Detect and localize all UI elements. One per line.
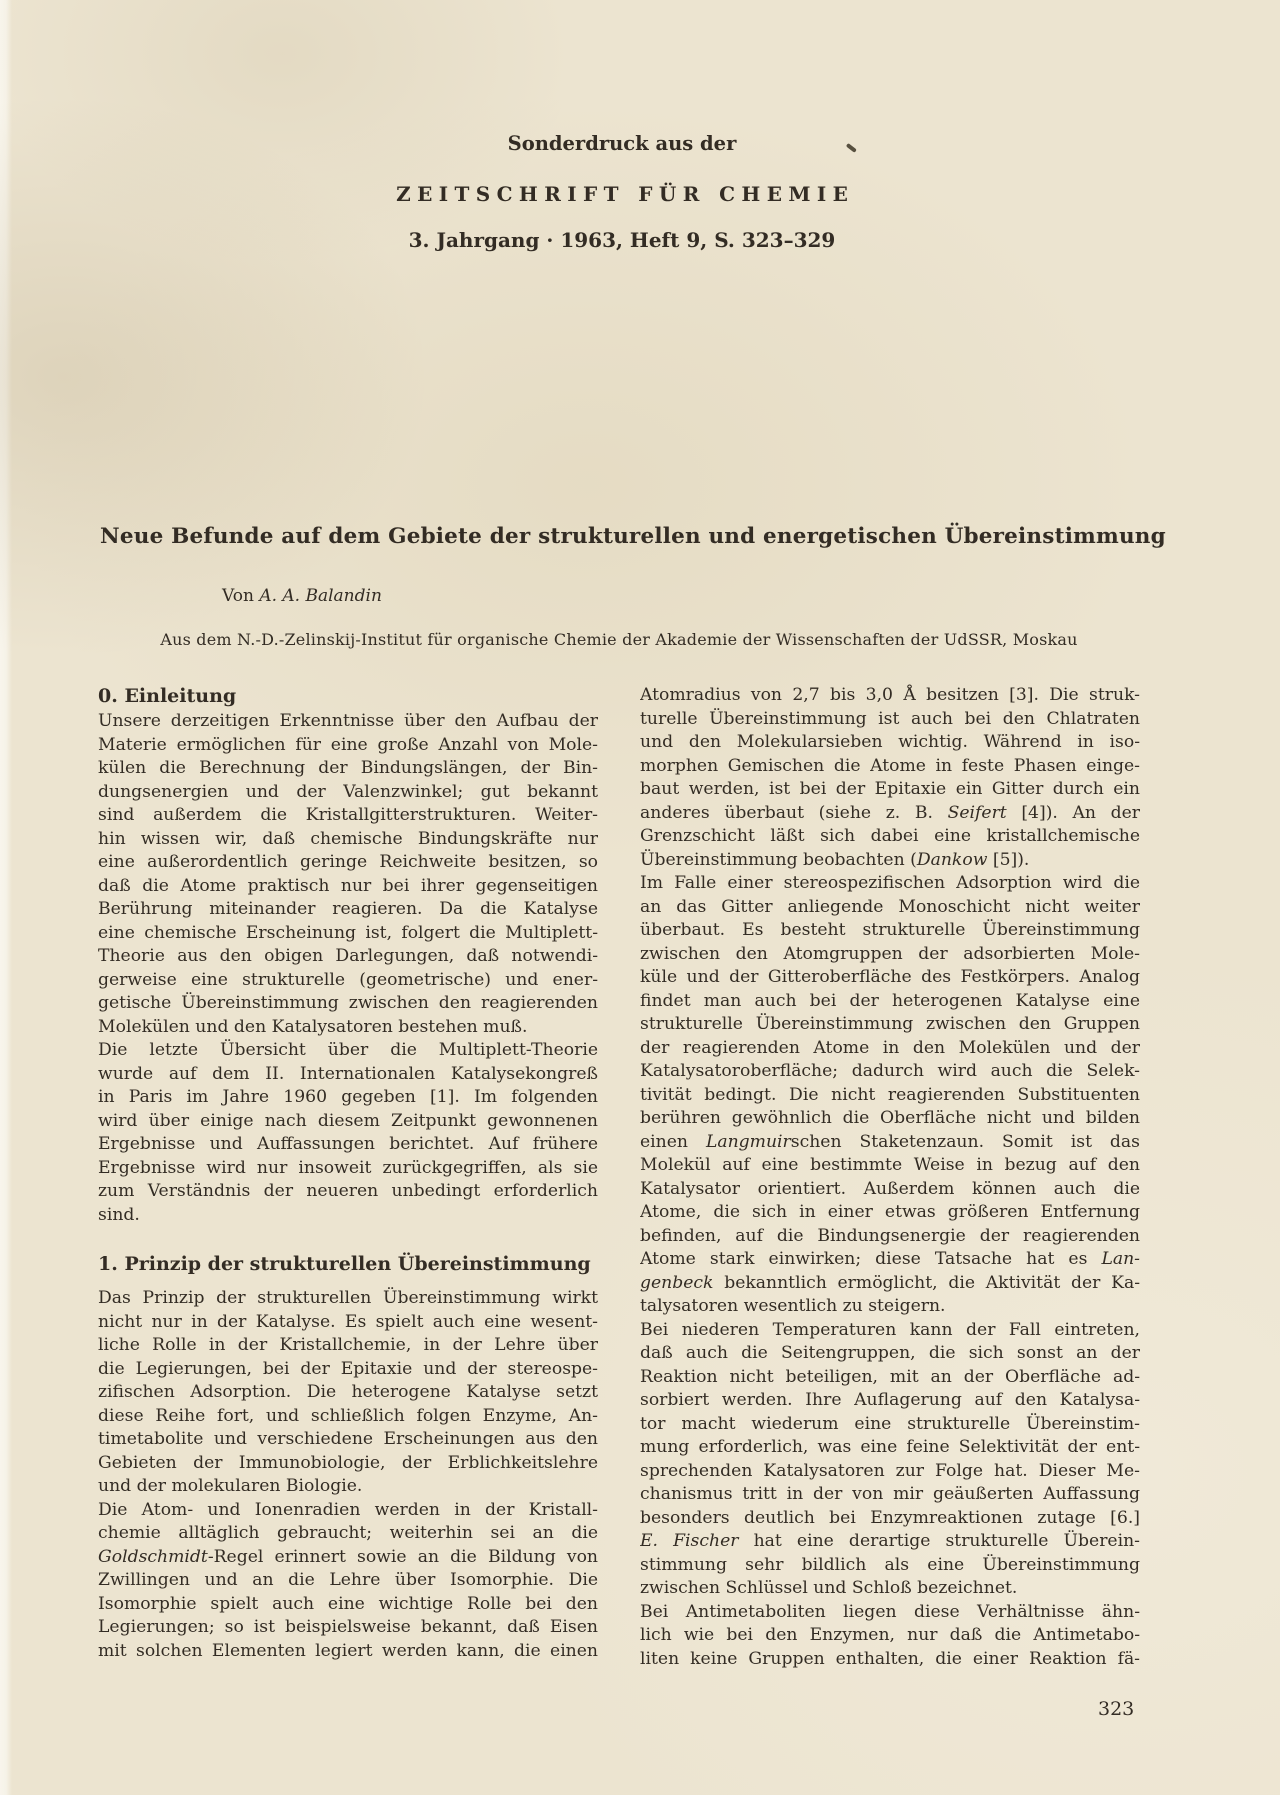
text-segment: nicht nur in der Katalyse. Es spielt auch eine wesent- — [98, 1311, 598, 1332]
text-segment: -Regel erinnert sowie an die Bildung von — [207, 1546, 598, 1567]
text-line — [640, 1154, 1140, 1178]
text-line — [640, 755, 1140, 779]
text-line — [98, 1358, 598, 1382]
left-column — [98, 684, 598, 1671]
text-segment: Bei niederen Temperaturen kann der Fall eintreten, — [640, 1319, 1140, 1340]
text-line — [640, 1013, 1140, 1037]
text-line — [640, 990, 1140, 1014]
text-segment: Bei Antimetaboliten liegen diese Verhältnisse ähn- — [640, 1601, 1140, 1622]
text-line — [640, 919, 1140, 943]
text-segment: baut werden, ist bei der Epitaxie ein Gitter durch ein — [640, 779, 1140, 799]
text-line — [98, 898, 598, 922]
text-segment: talysatoren wesentlich zu steigern. — [640, 1296, 946, 1316]
text-line — [98, 781, 598, 805]
text-line — [640, 1225, 1140, 1249]
text-line — [98, 1063, 598, 1087]
text-segment: Molekül auf eine bestimmte Weise in bezug auf den — [640, 1155, 1140, 1175]
text-segment: liten keine Gruppen enthalten, die einer Reaktion fä- — [640, 1648, 1140, 1669]
text-line — [640, 1060, 1140, 1084]
italic-term: Seifert — [947, 802, 1007, 823]
text-segment: Legierungen; so ist beispielsweise bekannt, daß Eisen — [98, 1617, 598, 1637]
text-segment: küle und der Gitteroberfläche des Festkörpers. Analog — [640, 967, 1140, 987]
italic-term: Goldschmidt — [98, 1546, 208, 1567]
section-heading: 1. Prinzip der strukturellen Übereinstimmung — [98, 1253, 591, 1275]
text-segment: tor macht wiederum eine strukturelle Übereinstim- — [640, 1413, 1140, 1434]
page-number: 323 — [1098, 1698, 1135, 1720]
text-segment: mung erforderlich, was eine feine Selektivität der ent- — [640, 1437, 1140, 1457]
text-segment: chemie alltäglich gebraucht; weiterhin sei an die — [98, 1523, 598, 1543]
text-line — [640, 1436, 1140, 1460]
text-line — [640, 1272, 1140, 1296]
text-line — [98, 1428, 598, 1452]
text-segment: Isomorphie spielt auch eine wichtige Rolle bei den — [98, 1593, 598, 1614]
text-line — [98, 1569, 598, 1593]
text-segment: wurde auf dem II. Internationalen Katalysekongreß — [98, 1063, 598, 1084]
text-line — [98, 1287, 598, 1311]
text-segment: die Legierungen, bei der Epitaxie und der stereospe- — [98, 1358, 598, 1379]
text-segment: [5]). — [987, 849, 1030, 870]
text-segment: Atomradius von 2,7 bis 3,0 Å besitzen [3]. Die struk- — [640, 685, 1140, 705]
text-segment: turelle Übereinstimmung ist auch bei den Chlatraten — [640, 708, 1140, 729]
text-segment: timetabolite und verschiedene Erscheinungen aus den — [98, 1429, 598, 1449]
text-segment: Theorie aus den obigen Darlegungen, daß notwendi- — [98, 946, 598, 966]
article-title: Neue Befunde auf dem Gebiete der strukturellen und energetischen Übereinstimmung — [100, 524, 1166, 549]
text-line — [640, 872, 1140, 896]
right-column — [640, 684, 1140, 1671]
text-segment: Ergebnisse und Auffassungen berichtet. Auf frühere — [98, 1134, 598, 1154]
text-line — [640, 1201, 1140, 1225]
text-line — [640, 1483, 1140, 1507]
text-line — [640, 1554, 1140, 1578]
text-line — [98, 1334, 598, 1358]
text-line — [98, 1157, 598, 1181]
text-segment: sind. — [98, 1204, 140, 1225]
text-line — [640, 1413, 1140, 1437]
text-segment: [4]). An der — [1006, 802, 1140, 823]
text-line — [98, 1616, 598, 1640]
text-line — [640, 1342, 1140, 1366]
text-line — [640, 896, 1140, 920]
text-segment: besonders deutlich bei Enzymreaktionen zutage [6.] — [640, 1507, 1140, 1528]
text-segment: und den Molekularsieben wichtig. Während in iso- — [640, 732, 1140, 752]
text-segment: morphen Gemischen die Atome in feste Phasen einge- — [640, 755, 1140, 776]
text-line — [640, 1248, 1140, 1272]
text-segment: Molekülen und den Katalysatoren bestehen muß. — [98, 1016, 528, 1037]
text-line — [640, 1084, 1140, 1108]
text-segment: Atome, die sich in einer etwas größeren Entfernung — [640, 1202, 1140, 1222]
text-line — [640, 1530, 1140, 1554]
text-segment: Gebieten der Immunobiologie, der Erblichkeitslehre — [98, 1452, 598, 1473]
section-heading: 0. Einleitung — [98, 685, 237, 707]
text-line — [640, 1107, 1140, 1131]
text-segment: sprechenden Katalysatoren zur Folge hat. Dieser Me- — [640, 1460, 1140, 1481]
author-name: A. A. Balandin — [259, 586, 382, 606]
text-segment: der reagierenden Atome in den Molekülen und der — [640, 1037, 1140, 1058]
text-segment: mit solchen Elementen legiert werden kann, die einen — [98, 1640, 598, 1661]
text-line — [640, 1389, 1140, 1413]
text-segment: külen die Berechnung der Bindungslängen, der Bin- — [98, 758, 598, 778]
text-segment: hin wissen wir, daß chemische Bindungskräfte nur — [98, 828, 598, 849]
text-segment: wird über einige nach diesem Zeitpunkt gewonnenen — [98, 1110, 598, 1131]
text-segment: sind außerdem die Kristallgitterstrukturen. Weiter- — [98, 805, 598, 825]
text-segment: Die Atom- und Ionenradien werden in der Kristall- — [98, 1499, 598, 1520]
masthead-issue-line: 3. Jahrgang · 1963, Heft 9, S. 323–329 — [408, 228, 836, 252]
text-segment: gerweise eine strukturelle (geometrische) und ener- — [98, 969, 598, 990]
text-segment: berühren gewöhnlich die Oberfläche nicht und bilden — [640, 1108, 1140, 1128]
text-line — [98, 828, 598, 852]
text-segment: Materie ermöglichen für eine große Anzahl von Mole- — [98, 734, 598, 755]
text-line — [640, 825, 1140, 849]
text-segment: zwischen Schlüssel und Schloß bezeichnet. — [640, 1578, 1018, 1598]
text-segment: getische Übereinstimmung zwischen den reagierenden — [98, 993, 598, 1013]
text-line — [640, 1295, 1140, 1319]
text-line — [98, 992, 598, 1016]
text-segment: Zwillingen und an die Lehre über Isomorphie. Die — [98, 1570, 598, 1590]
text-line — [640, 802, 1140, 826]
text-line — [640, 778, 1140, 802]
text-segment: Grenzschicht läßt sich dabei eine kristallchemische — [640, 826, 1140, 846]
text-segment: in Paris im Jahre 1960 gegeben [1]. Im folgenden — [98, 1087, 598, 1107]
text-segment: Atome stark einwirken; diese Tatsache hat es — [640, 1249, 1102, 1269]
text-segment: chanismus tritt in der von mir geäußerten Auffassung — [640, 1484, 1140, 1504]
text-segment: Im Falle einer stereospezifischen Adsorption wird die — [640, 873, 1140, 893]
text-line — [98, 710, 598, 734]
text-line — [640, 1577, 1140, 1601]
text-line — [640, 684, 1140, 708]
text-segment: dungsenergien und der Valenzwinkel; gut bekannt — [98, 781, 598, 802]
text-line — [98, 1180, 598, 1204]
masthead-journal-name: ZEITSCHRIFT FÜR CHEMIE — [396, 182, 855, 206]
text-segment: an das Gitter anliegende Monoschicht nicht weiter — [640, 896, 1140, 917]
text-line — [640, 1507, 1140, 1531]
text-line — [98, 1499, 598, 1523]
text-line — [98, 1546, 598, 1570]
text-line — [98, 757, 598, 781]
text-line — [98, 875, 598, 899]
text-segment: zwischen den Atomgruppen der adsorbierten Mole- — [640, 943, 1140, 964]
text-line — [640, 966, 1140, 990]
text-segment: daß auch die Seitengruppen, die sich sonst an der — [640, 1343, 1140, 1363]
text-segment: Die letzte Übersicht über die Multiplett-Theorie — [98, 1040, 598, 1060]
text-line — [98, 945, 598, 969]
text-line — [98, 804, 598, 828]
text-segment: Übereinstimmung beobachten ( — [640, 849, 917, 870]
text-segment: eine chemische Erscheinung ist, folgert die Multiplett- — [98, 922, 598, 943]
italic-term: genbeck — [640, 1272, 714, 1293]
italic-term: Dankow — [916, 849, 988, 870]
text-segment: stimmung sehr bildlich als eine Übereinstimmung — [640, 1554, 1140, 1575]
text-line — [640, 731, 1140, 755]
text-segment: Katalysatoroberfläche; dadurch wird auch die Selek- — [640, 1061, 1140, 1081]
italic-term: Langmuir — [705, 1131, 791, 1152]
text-line — [98, 969, 598, 993]
text-line — [640, 1624, 1140, 1648]
text-segment: sorbiert werden. Ihre Auflagerung auf den Katalysa- — [640, 1390, 1140, 1410]
text-line — [640, 849, 1140, 873]
text-segment: eine außerordentlich geringe Reichweite besitzen, so — [98, 852, 598, 872]
text-segment: Reaktion nicht beteiligen, mit an der Oberfläche ad- — [640, 1366, 1140, 1387]
text-line — [640, 1131, 1140, 1155]
text-segment: diese Reihe fort, und schließlich folgen Enzyme, An- — [98, 1405, 598, 1426]
text-line — [98, 851, 598, 875]
text-segment: liche Rolle in der Kristallchemie, in der Lehre über — [98, 1335, 598, 1355]
text-line — [98, 1405, 598, 1429]
masthead-reprint-line: Sonderdruck aus der — [507, 132, 737, 155]
text-line — [98, 1311, 598, 1335]
text-segment: einen — [640, 1131, 706, 1152]
text-line — [640, 708, 1140, 732]
text-segment: strukturelle Übereinstimmung zwischen den Gruppen — [640, 1014, 1140, 1034]
italic-term: E. Fischer — [640, 1531, 739, 1551]
italic-term: Lan- — [1101, 1249, 1140, 1269]
journal-masthead — [0, 132, 1244, 252]
text-segment: Das Prinzip der strukturellen Übereinstimmung wirkt — [98, 1288, 598, 1308]
text-line — [98, 1039, 598, 1063]
text-segment: und der molekularen Biologie. — [98, 1476, 363, 1496]
text-line — [640, 943, 1140, 967]
text-segment: bekanntlich ermöglicht, die Aktivität der Ka- — [713, 1272, 1140, 1293]
text-line — [640, 1648, 1140, 1672]
text-line — [98, 1593, 598, 1617]
text-line — [98, 1016, 598, 1040]
article-body — [98, 684, 1140, 1671]
text-segment: Unsere derzeitigen Erkenntnisse über den Aufbau der — [98, 711, 598, 731]
byline-prefix: Von — [222, 586, 260, 606]
text-segment: Berührung miteinander reagieren. Da die Katalyse — [98, 899, 598, 919]
text-segment: Katalysator orientiert. Außerdem können auch die — [640, 1178, 1140, 1199]
text-line — [640, 1319, 1140, 1343]
text-segment: schen Staketenzaun. Somit ist das — [790, 1131, 1140, 1152]
text-segment: anderes überbaut (siehe z. B. — [640, 802, 948, 823]
text-line — [98, 1110, 598, 1134]
text-segment: befinden, auf die Bindungsenergie der reagierenden — [640, 1225, 1140, 1246]
text-line — [98, 1475, 598, 1499]
text-segment: zum Verständnis der neueren unbedingt erforderlich — [98, 1181, 598, 1201]
text-segment: findet man auch bei der heterogenen Katalyse eine — [640, 990, 1140, 1011]
affiliation-line: Aus dem N.-D.-Zelinskij-Institut für organische Chemie der Akademie der Wissenschaften der UdSSR, Moskau — [160, 630, 1078, 649]
text-line — [98, 922, 598, 946]
text-line — [98, 1381, 598, 1405]
text-line — [640, 1601, 1140, 1625]
text-line — [98, 734, 598, 758]
text-line — [98, 1133, 598, 1157]
text-segment: tivität bedingt. Die nicht reagierenden Substituenten — [640, 1084, 1140, 1105]
text-line — [98, 1640, 598, 1664]
text-line — [640, 1366, 1140, 1390]
byline — [222, 585, 382, 607]
text-line — [98, 1086, 598, 1110]
text-line — [98, 1204, 598, 1228]
text-segment: daß die Atome praktisch nur bei ihrer gegenseitigen — [98, 875, 598, 896]
text-segment: lich wie bei den Enzymen, nur daß die Antimetabo- — [640, 1625, 1140, 1645]
text-segment: hat eine derartige strukturelle Überein- — [738, 1531, 1140, 1551]
text-line — [640, 1460, 1140, 1484]
text-segment: zifischen Adsorption. Die heterogene Katalyse setzt — [98, 1382, 598, 1402]
text-segment: Ergebnisse wird nur insoweit zurückgegriffen, als sie — [98, 1157, 598, 1178]
text-line — [98, 1522, 598, 1546]
text-line — [640, 1037, 1140, 1061]
text-line — [98, 1452, 598, 1476]
text-line — [640, 1178, 1140, 1202]
text-segment: überbaut. Es besteht strukturelle Übereinstimmung — [640, 920, 1140, 940]
